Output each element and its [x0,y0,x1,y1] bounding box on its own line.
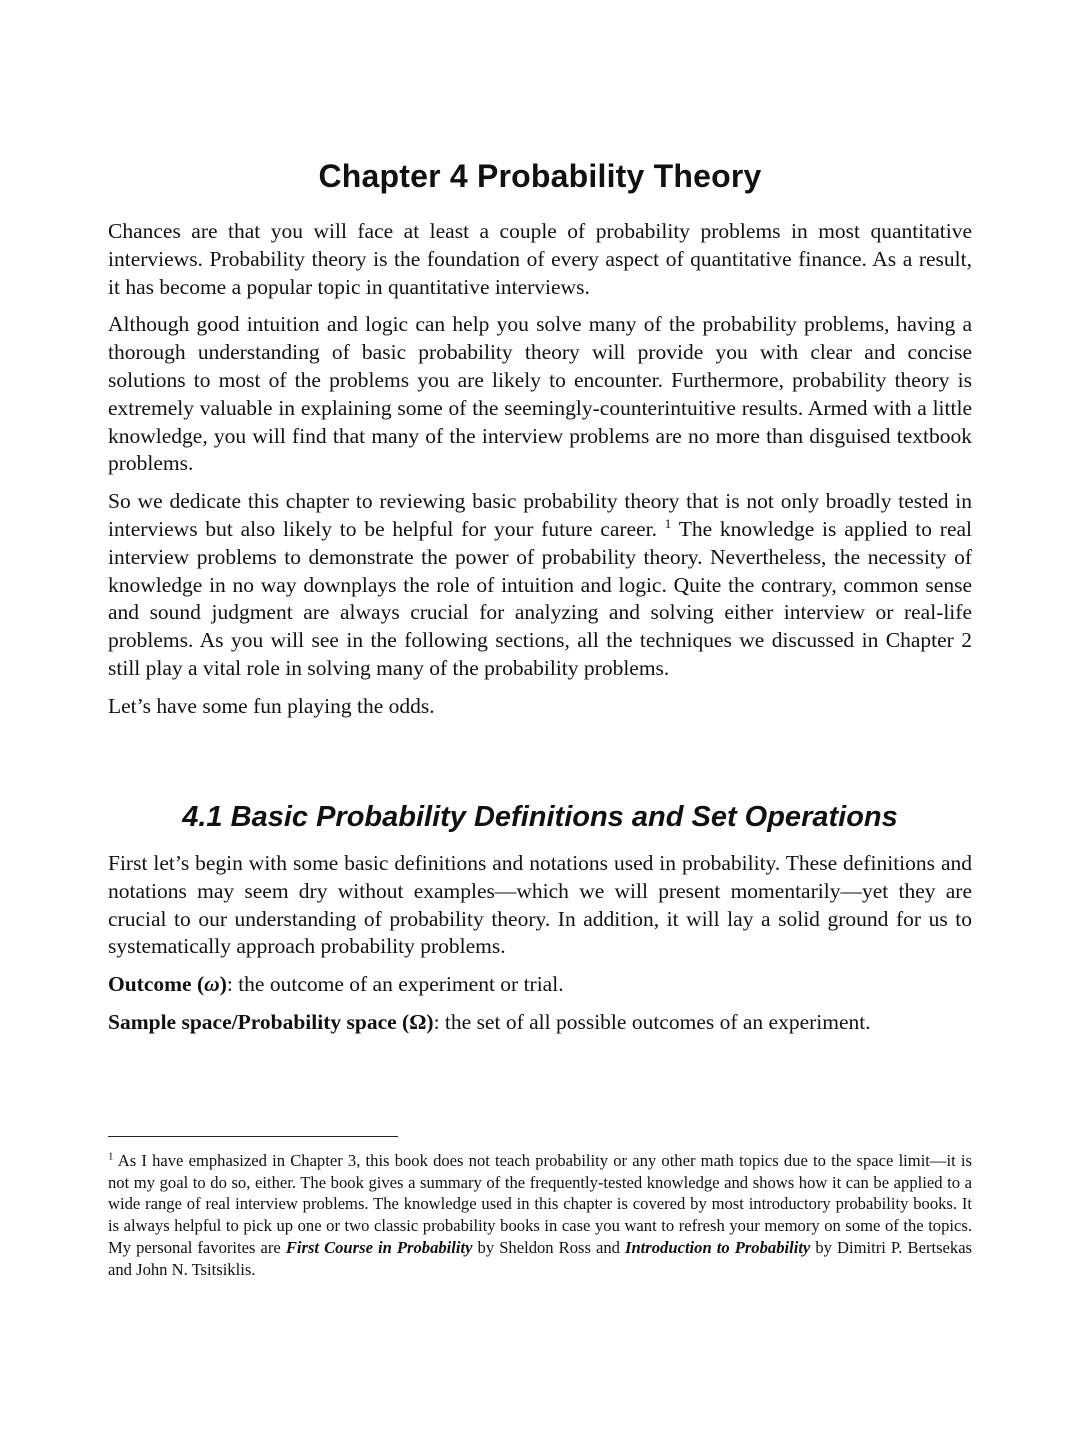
outcome-term-close: ) [219,972,227,997]
definitions-intro-paragraph: First let’s begin with some basic definitions and notations used in probability. These definitions and notations may seem dry without examples—which we will present momentarily—yet they are crucial to our understanding of probability theory. In addition, it will lay a solid ground for us to systematically approach probability problems. [108,851,972,959]
outcome-definition: : the outcome of an experiment or trial. [226,972,564,997]
footnote [108,1150,972,1280]
intro-paragraph-4: Let’s have some fun playing the odds. [108,693,435,718]
footnote-book-1: First Course in Probability [285,1237,473,1257]
intro-paragraph-3 [108,488,972,683]
section-title: 4.1 Basic Probability Definitions and Set Operations [182,801,898,833]
footnote-text-b: by Sheldon Ross and [472,1237,625,1257]
intro-paragraph-1: Chances are that you will face at least a couple of probability problems in most quantitative interviews. Probability theory is the foundation of every aspect of quantitative finance. As a result, it has become a popular topic in quantitative interviews. [108,219,972,299]
outcome-term: Outcome ( [108,972,205,997]
footnote-number: 1 [108,1150,114,1163]
intro-paragraph-3-text-a: So we dedicate this chapter to reviewing basic probability theory that is not only broadly tested in interviews but also likely to be helpful for your future career. [108,489,972,541]
footnote-text-a: As I have emphasized in Chapter 3, this book does not teach probability or any other math topics due to the space limit—it is not my goal to do so, either. The book gives a summary of the frequently-tested knowledge and shows how it can be applied to a wide range of real interview problems. The knowledge used in this chapter is covered by most introductory probability books. It is always helpful to pick up one or two classic probability books in case you want to refresh your memory on some of the topics. My personal favorites are [108,1151,972,1257]
intro-paragraph-3-text-b: The knowledge is applied to real interview problems to demonstrate the power of probability theory. Nevertheless, the necessity of knowledge in no way downplays the role of intuition and logic. Quite the contrary, common sense and sound judgment are always crucial for analyzing and solving either interview or real-life problems. As you will see in the following sections, all the techniques we discussed in Chapter 2 still play a vital role in solving many of the probability problems. [108,516,973,680]
footnote-text-c: by Dimitri P. Bertsekas and John N. Tsitsiklis. [108,1237,973,1279]
sample-space-term: Sample space/Probability space (Ω) [108,1009,434,1034]
intro-paragraph-2: Although good intuition and logic can help you solve many of the probability problems, having a thorough understanding of basic probability theory will provide you with clear and concise solutions to most of the problems you are likely to encounter. Furthermore, probability theory is extremely valuable in explaining some of the seemingly-counterintuitive results. Armed with a little knowledge, you will find that many of the interview problems are no more than disguised textbook problems. [108,312,972,476]
footnote-book-2: Introduction to Probability [625,1237,811,1257]
outcome-symbol: ω [204,972,220,997]
chapter-title: Chapter 4 Probability Theory [318,158,762,194]
footnote-divider [108,1136,398,1137]
definitions-section [108,850,972,1047]
definition-outcome [108,971,972,999]
sample-space-definition: : the set of all possible outcomes of an experiment. [433,1009,871,1034]
book-page [108,0,972,1432]
footnote-reference: 1 [664,515,672,531]
definition-sample-space [108,1009,972,1037]
chapter-intro [108,218,972,731]
